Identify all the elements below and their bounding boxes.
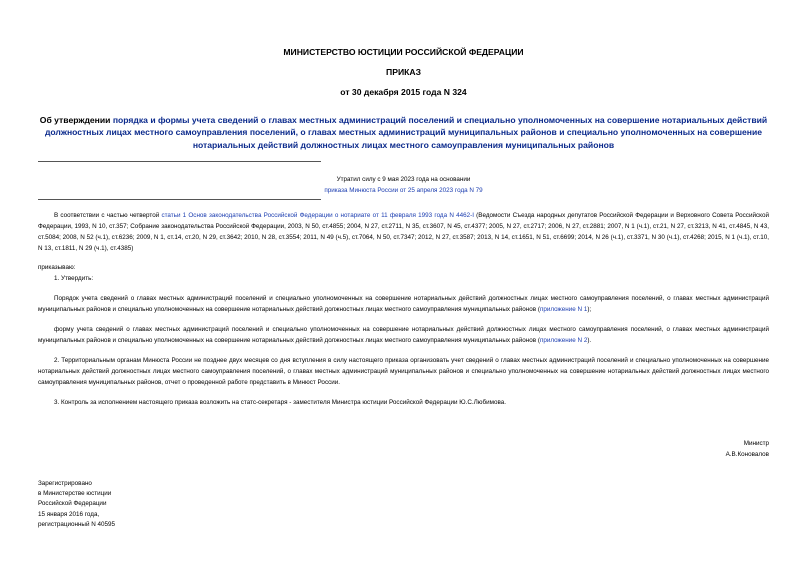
preamble-text-1: В соответствии с частью четвертой (54, 212, 162, 219)
title-link[interactable]: порядка и формы учета сведений о главах местных администраций поселений и специально уполномоченных на совершение нотариальных действий должностных лицах местного самоуправления поселений, о главах местных администраций муниципальных районов и специально уполномоченных на совершение нотариальных действий должностных лицах местного самоуправления муниципальных районов (44, 115, 768, 150)
divider-top (38, 161, 321, 162)
registration-line-3: Российской Федерации (38, 500, 107, 508)
preamble-paragraph (38, 211, 769, 255)
ministry-heading: МИНИСТЕРСТВО ЮСТИЦИИ РОССИЙСКОЙ ФЕДЕРАЦИИ (283, 47, 524, 57)
document-title (36, 114, 771, 151)
registration-line-4: 15 января 2016 года, (38, 510, 100, 518)
item-1a-paragraph (38, 294, 769, 316)
lost-force-note (0, 175, 807, 196)
title-prefix: Об утверждении (39, 115, 113, 125)
registration-line-1: Зарегистрировано (38, 480, 92, 487)
orders-word: приказываю: (38, 264, 76, 271)
appendix-1-link[interactable]: приложение N 1 (539, 305, 588, 313)
preamble-text-2: (Ведомости Съезда народных депутатов Российской Федерации и Верховного Совета Российской Федерации, 1993, N 10, ст.357; Собрание законодательства Российской Федерации, 2003, N 50, ст.4855; 2004, N 27, ст.2711, N 35, ст.3607, N 45, ст.4377; 2005, N 27, ст.2717; 2006, N 27, ст.2881; 2007, N 1 (ч.1), ст.21, N 27, ст.3213, N 41, ст.4845, N 43, ст.5084; 2008, N 52 (ч.1), ст.6236; 2009, N 1, ст.14, ст.20, N 29, ст.3642; 2010, N 28, ст.3554; 2011, N 49 (ч.5), ст.7064, N 50, ст.7347; 2012, N 27, ст.3587; 2013, N 14, ст.1651, N 51, ст.6699; 2014, N 26 (ч.1), ст.3371, N 30 (ч.1), ст.4268; 2015, N 1 (ч.1), ст.10, N 13, ст.1811, N 29 (ч.1), ст.4385) (38, 212, 769, 252)
registration-line-2: в Министерстве юстиции (38, 490, 112, 498)
preamble-law-link[interactable]: статьи 1 Основ законодательства Российской Федерации о нотариате от 11 февраля 1993 года N 4462-I (161, 212, 474, 219)
registration-block (38, 479, 115, 530)
item-3: 3. Контроль за исполнением настоящего приказа возложить на статс-секретаря - заместителя Министра юстиции Российской Федерации Ю.С.Любимова. (54, 399, 506, 406)
item-1a-end: ); (587, 305, 592, 313)
signature-name: А.В.Коновалов (725, 450, 769, 458)
item-1b-text: форму учета сведений о главах местных администраций поселений и специально уполномоченных на совершение нотариальных действий должностных лицах местного самоуправления поселений, о главах местных администраций муниципальных районов и специально уполномоченных на совершение нотариальных действий должностных лицах местного самоуправления муниципальных районов ( (38, 326, 769, 344)
item-1: 1. Утвердить: (54, 275, 94, 282)
divider-bottom (38, 199, 321, 200)
lost-force-text: Утратил силу с 9 мая 2023 года на основании (336, 176, 471, 183)
item-1b-paragraph (38, 325, 769, 347)
item-1a-text: Порядок учета сведений о главах местных администраций поселений и специально уполномоченных на совершение нотариальных действий должностных лицах местного самоуправления поселений, о главах местных администраций муниципальных районов и специально уполномоченных на совершение нотариальных действий должностных лицах местного самоуправления муниципальных районов ( (38, 295, 769, 313)
date-number-heading: от 30 декабря 2015 года N 324 (340, 87, 467, 97)
lost-force-link[interactable]: приказа Минюста России от 25 апреля 2023 года N 79 (324, 186, 483, 194)
signature-position: Министр (743, 440, 769, 447)
registration-line-5: регистрационный N 40595 (38, 520, 116, 528)
item-2: 2. Территориальным органам Минюста России не позднее двух месяцев со дня вступления в силу настоящего приказа организовать учет сведений о главах местных администраций поселений и специально уполномоченных на совершение нотариальных действий должностных лицах местного самоуправления поселений, о главах местных администраций муниципальных районов и специально уполномоченных на совершение нотариальных действий должностных лицах местного самоуправления муниципальных районов, отчет о проведенной работе представить в Минюст России. (38, 357, 769, 386)
item-1b-end: ). (587, 336, 592, 344)
appendix-2-link[interactable]: приложение N 2 (539, 336, 588, 344)
signature-block (726, 439, 769, 460)
doc-type-heading: ПРИКАЗ (386, 67, 421, 77)
